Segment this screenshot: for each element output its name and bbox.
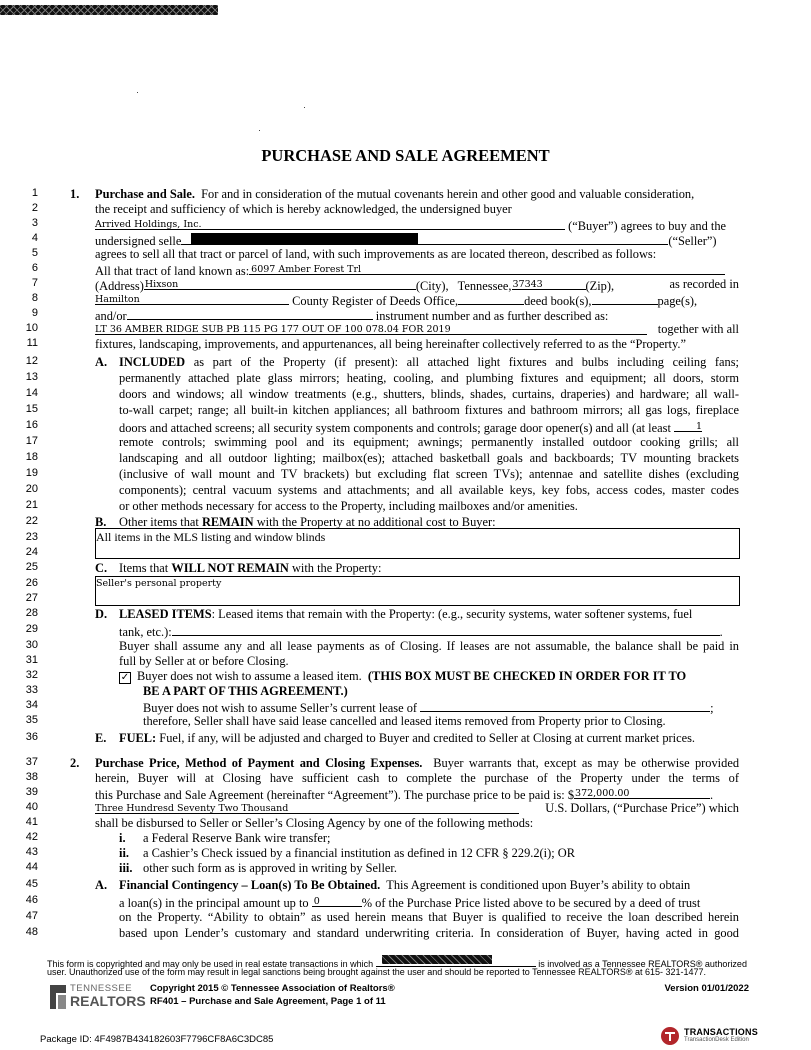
speck bbox=[304, 107, 305, 108]
line-number: 28 bbox=[25, 607, 38, 619]
line-number: 43 bbox=[25, 846, 38, 858]
financial-text: This Agreement is conditioned upon Buyer’s ability to obtain bbox=[386, 878, 691, 892]
method-1-num: i. bbox=[119, 831, 126, 845]
loan-percent-field[interactable]: 0 bbox=[313, 896, 320, 907]
secA-line12 bbox=[119, 355, 739, 370]
sec1-line5: agrees to sell all that tract or parcel of land, with such improvements as are located thereon, described as follows: bbox=[95, 247, 657, 261]
recorded-label: as recorded in bbox=[669, 277, 739, 291]
line-number: 10 bbox=[25, 322, 38, 334]
line-number: 30 bbox=[25, 639, 38, 651]
secD-line33 bbox=[143, 684, 739, 699]
secB-post: with the Property at no additional cost to Buyer: bbox=[256, 515, 496, 529]
sec2-line39: this Purchase and Sale Agreement (hereinafter “Agreement”). The purchase price to be paid is: $ 372,000.00 . bbox=[95, 788, 714, 802]
price-words-field[interactable]: Three Hundresd Seventy Two Thousand bbox=[95, 803, 289, 814]
sec1-text: For and in consideration of the mutual covenants herein and other good and valuable consideration, bbox=[201, 187, 695, 201]
zip-label: (Zip), bbox=[585, 279, 615, 293]
loan-pre: a loan(s) in the principal amount up to bbox=[119, 896, 309, 910]
method-3-text: other such form as is approved in writing by Seller. bbox=[143, 861, 397, 875]
section2-number: 2. bbox=[70, 756, 80, 770]
sec2-price-text: this Purchase and Sale Agreement (hereinafter “Agreement”). The purchase price to be paid is: $ bbox=[95, 788, 575, 802]
method-1 bbox=[119, 831, 739, 846]
realtors-logo-icon bbox=[48, 983, 68, 1011]
andor-label: and/or bbox=[95, 309, 127, 323]
secD-tank: tank, etc.): bbox=[119, 625, 172, 639]
line-number: 38 bbox=[25, 771, 38, 783]
sec2-line48: based upon Lender’s customary and standard underwriting criteria. In consideration of Buyer, having acted in good bbox=[119, 926, 739, 940]
line-number: 22 bbox=[25, 515, 38, 527]
page-label: page(s), bbox=[657, 294, 698, 308]
line-number: 31 bbox=[25, 654, 38, 666]
copyright-notice-line2: user. Unauthorized use of the form may result in legal sanctions being brought against the user and should be reported to Tennessee REALTORS® at 615- 321-1477. bbox=[47, 967, 707, 977]
line-number: 23 bbox=[25, 531, 38, 543]
secD-line30: Buyer shall assume any and all lease payments as of Closing. If leases are not assumable, the balance shall be paid in bbox=[119, 639, 739, 653]
secB-bold: REMAIN bbox=[201, 515, 254, 529]
line-number: 15 bbox=[25, 403, 38, 415]
state-label: Tennessee, bbox=[457, 279, 512, 293]
notice-post: is involved as a Tennessee REALTORS® authorized bbox=[538, 959, 747, 969]
secA-line19: (inclusive of wall mount and TV brackets) but excluding flat screen TVs); antennae and satellite dishes (excluding bbox=[119, 467, 739, 481]
seller-name-redaction bbox=[191, 233, 418, 245]
line-number: 39 bbox=[25, 786, 38, 798]
line-number: 20 bbox=[25, 483, 38, 495]
instrument-label: instrument number and as further described as: bbox=[375, 309, 609, 323]
buyer-name-field[interactable]: Arrived Holdings, Inc. bbox=[95, 219, 202, 230]
secA-line21: or other methods necessary for access to the Property, including mailboxes and/or amenities. bbox=[119, 499, 578, 513]
address-label: All that tract of land known as: bbox=[95, 264, 250, 278]
line-number: 37 bbox=[25, 756, 38, 768]
line-number: 25 bbox=[25, 561, 38, 573]
line-number: 21 bbox=[25, 499, 38, 511]
page-title: PURCHASE AND SALE AGREEMENT bbox=[261, 146, 550, 165]
purchase-price-field[interactable]: 372,000.00 bbox=[575, 788, 630, 799]
line-number: 44 bbox=[25, 861, 38, 873]
line-number: 40 bbox=[25, 801, 38, 813]
secC-bold: WILL NOT REMAIN bbox=[171, 561, 289, 575]
secD-check-bold: (THIS BOX MUST BE CHECKED IN ORDER FOR IT TO bbox=[367, 669, 687, 683]
secD-line28 bbox=[119, 607, 739, 622]
line-number: 18 bbox=[25, 451, 38, 463]
legal-description-field[interactable]: LT 36 AMBER RIDGE SUB PB 115 PG 177 OUT OF 100 078.04 FOR 2019 bbox=[95, 324, 451, 335]
remain-items-box[interactable] bbox=[95, 528, 740, 559]
line-number: 19 bbox=[25, 467, 38, 479]
method-2 bbox=[119, 846, 739, 861]
line-number: 36 bbox=[25, 731, 38, 743]
line-number: 42 bbox=[25, 831, 38, 843]
copyright-line: Copyright 2015 © Tennessee Association of Realtors® bbox=[150, 983, 395, 994]
address-field[interactable]: 6097 Amber Forest Trl bbox=[251, 264, 362, 275]
fuel-text: Fuel, if any, will be adjusted and charged to Buyer and credited to Seller at Closing at current market prices. bbox=[159, 731, 696, 745]
secD-line35: therefore, Seller shall have said lease cancelled and leased items removed from Property prior to Closing. bbox=[143, 714, 666, 728]
secE-line36 bbox=[119, 731, 739, 746]
line-number: 35 bbox=[25, 714, 38, 726]
sectionC-letter: C. bbox=[95, 561, 108, 575]
line-number: 27 bbox=[25, 592, 38, 604]
financial-heading: Financial Contingency – Loan(s) To Be Obtained. bbox=[119, 878, 381, 892]
line-number: 8 bbox=[31, 292, 38, 304]
method-2-text: a Cashier’s Check issued by a financial institution as defined in 12 CFR § 229.2(i); OR bbox=[143, 846, 576, 860]
sec2-heading: Purchase Price, Method of Payment and Closing Expenses. bbox=[95, 756, 423, 770]
line-number: 29 bbox=[25, 623, 38, 635]
secD-text: : Leased items that remain with the Property: (e.g., security systems, water softener systems, fuel bbox=[211, 607, 693, 621]
secD-line31: full by Seller at or before Closing. bbox=[119, 654, 289, 668]
version: Version 01/01/2022 bbox=[664, 983, 749, 994]
line-number: 9 bbox=[31, 307, 38, 319]
remote-count-field[interactable]: 1 bbox=[695, 421, 702, 432]
line-number: 46 bbox=[25, 894, 38, 906]
speck bbox=[259, 130, 260, 131]
line-number: 45 bbox=[25, 878, 38, 890]
city-field[interactable]: Hixson bbox=[144, 279, 179, 290]
usd-label: U.S. Dollars, (“Purchase Price”) which bbox=[545, 801, 739, 815]
logo-text-bottom: REALTORS bbox=[70, 993, 146, 1009]
line-number: 5 bbox=[31, 247, 38, 259]
secB-pre: Other items that bbox=[119, 515, 199, 529]
line-number: 6 bbox=[31, 262, 38, 274]
redaction-bar-top bbox=[0, 5, 218, 15]
brand-text-bottom: TransactionDesk Edition bbox=[684, 1037, 749, 1043]
speck bbox=[137, 92, 138, 93]
line-number: 2 bbox=[31, 202, 38, 214]
line-number: 26 bbox=[25, 577, 38, 589]
secA-line14: doors and windows; all window treatments (e.g., shutters, blinds, shades, curtains, draperies) and hardware; all wall- bbox=[119, 387, 739, 401]
sectionE-letter: E. bbox=[95, 731, 107, 745]
secA-line15: to-wall carpet; range; all built-in kitchen appliances; all bathroom fixtures and bathroom mirrors; all gas logs, fireplace bbox=[119, 403, 739, 417]
not-remain-items-box[interactable] bbox=[95, 576, 740, 606]
secD-line32 bbox=[119, 669, 739, 684]
secA-line17: remote controls; swimming pool and its equipment; awnings; permanently installed outdoor cooking grills; all bbox=[119, 435, 739, 449]
sec1-line2: the receipt and sufficiency of which is hereby acknowledged, the undersigned buyer bbox=[95, 202, 512, 216]
section-number: 1. bbox=[70, 187, 80, 201]
secD-line29: tank, etc.): . bbox=[119, 625, 723, 639]
leased-heading: LEASED ITEMS bbox=[119, 607, 212, 621]
method-3-num: iii. bbox=[119, 861, 133, 875]
sectionA-letter: A. bbox=[95, 355, 108, 369]
sectionB-letter: B. bbox=[95, 515, 107, 529]
secA-line20: components); central vacuum systems and attachments; and all available keys, key fobs, access codes, master codes bbox=[119, 483, 739, 497]
line-number: 17 bbox=[25, 435, 38, 447]
form-id: RF401 – Purchase and Sale Agreement, Page 1 of 11 bbox=[150, 996, 386, 1007]
line-number: 13 bbox=[25, 371, 38, 383]
secA-line18: landscaping and all outdoor lighting; mailbox(es); attached basketball goals and backboards; TV mounting brackets bbox=[119, 451, 739, 465]
secC-line25 bbox=[119, 561, 739, 576]
brand-text-top: TRANSACTIONS bbox=[684, 1027, 758, 1037]
seller-suffix: (“Seller”) bbox=[668, 234, 717, 248]
line-number: 12 bbox=[25, 355, 38, 367]
city-label: (City), bbox=[415, 279, 449, 293]
sec2-line47: on the Property. “Ability to obtain” as used herein means that Buyer is qualified to receive the loan described herein bbox=[119, 910, 739, 924]
seller-prefix: undersigned selle bbox=[95, 234, 182, 248]
line-number: 16 bbox=[25, 419, 38, 431]
line-number: 34 bbox=[25, 699, 38, 711]
line-number: 32 bbox=[25, 669, 38, 681]
sec1-line11: fixtures, landscaping, improvements, and appurtenances, all being hereinafter collectively referred to as the “Property.” bbox=[95, 337, 686, 351]
line-number: 24 bbox=[25, 546, 38, 558]
method-1-text: a Federal Reserve Bank wire transfer; bbox=[143, 831, 331, 845]
transactions-logo-icon bbox=[660, 1026, 680, 1046]
lease-checkbox[interactable]: ✓ bbox=[120, 672, 130, 683]
method-3 bbox=[119, 861, 739, 876]
line-number: 48 bbox=[25, 926, 38, 938]
line-number: 47 bbox=[25, 910, 38, 922]
included-heading: INCLUDED bbox=[119, 355, 186, 369]
sec2-line46 bbox=[119, 894, 739, 911]
secA-text: as part of the Property (if present): all attached light fixtures and bulbs including ceiling fans; bbox=[193, 355, 739, 369]
zip-field[interactable]: 37343 bbox=[512, 279, 543, 290]
fuel-heading: FUEL: bbox=[119, 731, 157, 745]
line-number: 1 bbox=[31, 187, 38, 199]
deed-label: deed book(s), bbox=[524, 294, 592, 308]
tennessee-realtors-logo bbox=[48, 981, 146, 1013]
line-number: 4 bbox=[31, 232, 38, 244]
secA-line13: permanently attached plate glass mirrors; heating, cooling, and plumbing fixtures and equipment; all doors, storm bbox=[119, 371, 739, 385]
secD-line34: Buyer does not wish to assume Seller’s current lease of ; bbox=[143, 701, 714, 715]
sec1-heading: Purchase and Sale. bbox=[95, 187, 195, 201]
sectionD-letter: D. bbox=[95, 607, 108, 621]
notice-pre: This form is copyrighted and may only be used in real estate transactions in which bbox=[47, 959, 374, 969]
secC-pre: Items that bbox=[119, 561, 169, 575]
secC-post: with the Property: bbox=[291, 561, 382, 575]
sec2-text: Buyer warrants that, except as may be otherwise provided bbox=[433, 756, 740, 770]
remain-items-value: All items in the MLS listing and window blinds bbox=[96, 530, 326, 544]
transactions-logo bbox=[660, 1024, 770, 1048]
sec2-line41: shall be disbursed to Seller or Seller’s Closing Agency by one of the following methods: bbox=[95, 816, 534, 830]
line-number: 14 bbox=[25, 387, 38, 399]
secD-check-text: Buyer does not wish to assume a leased item. bbox=[137, 669, 362, 683]
line-number: 33 bbox=[25, 684, 38, 696]
package-id: Package ID: 4F4987B434182603F7796CF8A6C3DC85 bbox=[40, 1034, 274, 1045]
not-remain-items-value: Seller's personal property bbox=[96, 578, 222, 589]
buyer-suffix: (“Buyer”) agrees to buy and the bbox=[568, 219, 727, 233]
sec2-line38: herein, Buyer will at Closing have sufficient cash to complete the purchase of the Property under the terms of bbox=[95, 771, 739, 785]
together-label: together with all bbox=[657, 322, 739, 336]
sec2-line37 bbox=[95, 756, 739, 771]
sec1-line1 bbox=[95, 187, 739, 202]
line-number: 41 bbox=[25, 816, 38, 828]
secD-lease-text: Buyer does not wish to assume Seller’s current lease of bbox=[143, 701, 418, 715]
line-number: 3 bbox=[31, 217, 38, 229]
sec2-line45 bbox=[119, 878, 739, 893]
secD-check-bold-2: BE A PART OF THIS AGREEMENT.) bbox=[143, 684, 348, 698]
address-label-2: (Address) bbox=[95, 279, 144, 293]
county-field[interactable]: Hamilton bbox=[95, 294, 140, 305]
secA-text-16: doors and attached screens; all security system components and controls; garage door opener(s) and all (at least bbox=[119, 421, 671, 435]
method-2-num: ii. bbox=[119, 846, 129, 860]
line-number: 7 bbox=[31, 277, 38, 289]
notice-redaction bbox=[382, 955, 492, 964]
loan-post: % of the Purchase Price listed above to be secured by a deed of trust bbox=[361, 896, 701, 910]
secA-line16 bbox=[119, 419, 739, 436]
line-number: 11 bbox=[26, 337, 38, 349]
county-label: County Register of Deeds Office, bbox=[292, 294, 459, 308]
sec2A-letter: A. bbox=[95, 878, 108, 892]
logo-text-top: TENNESSEE bbox=[70, 983, 133, 994]
